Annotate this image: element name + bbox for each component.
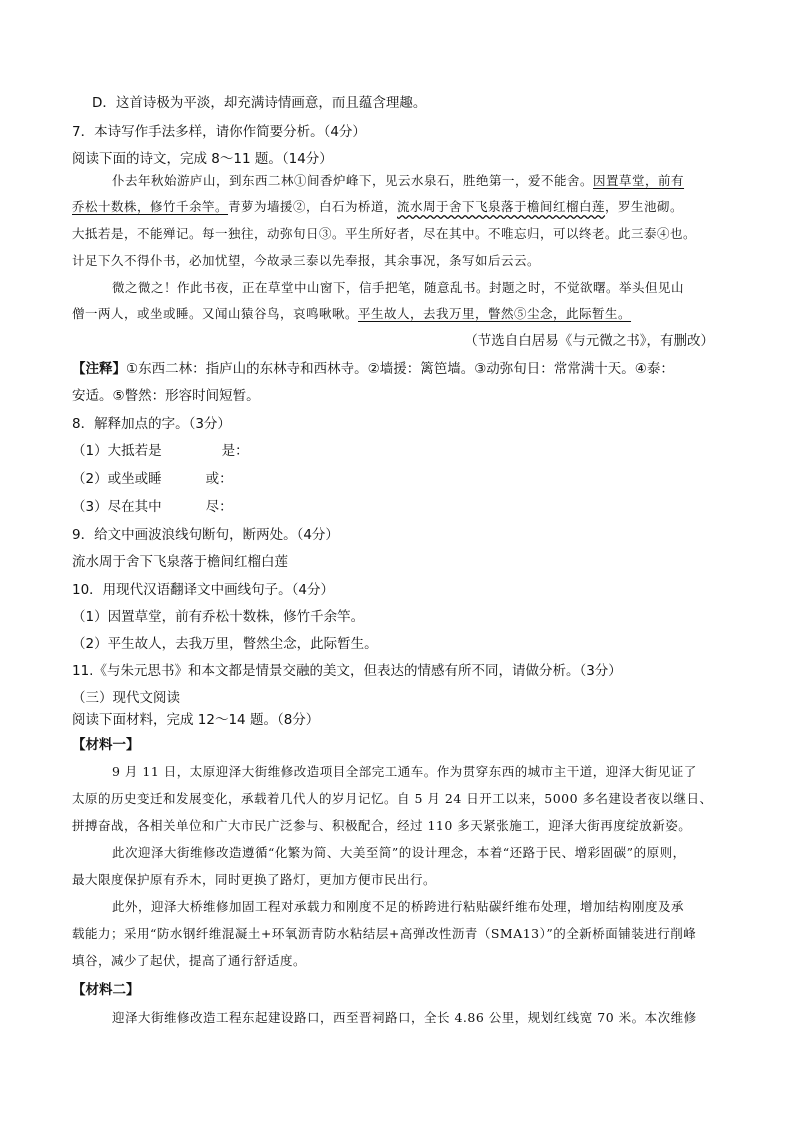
material-1-line: 载能力；采用“防水钢纤维混凝土+环氧沥青防水粘结层+高弹改性沥青（SMA13）”的全新桥面铺装进行削峰 — [72, 926, 697, 941]
question-9-sentence: 流水周于舍下飞泉落于檐间红榴白莲 — [72, 554, 288, 570]
material-1-line: 此次迎泽大街维修改造遵循“化繁为简、大美至简”的设计理念，本着“还路于民、增彩固碳”的原则， — [112, 845, 686, 860]
passage-text: 仆去年秋始游庐山，到东西二林①间香炉峰下，见云水泉石，胜绝第一，爱不能舍。 — [112, 173, 594, 188]
question-8: 8．解释加点的字。（3分） — [72, 416, 231, 432]
section-3-instruction: 阅读下面材料，完成 12～14 题。（8分） — [72, 712, 320, 728]
option-d: D．这首诗极为平淡，却充满诗情画意，而且蕴含理趣。 — [92, 95, 427, 111]
underlined-sentence-1: 因置草堂，前有 — [593, 173, 685, 188]
material-1-line: 拼搏奋战，各相关单位和广大市民广泛参与、积极配合，经过 110 多天紧张施工，迎泽大街再度绽放新姿。 — [72, 818, 692, 833]
question-8-item-3 — [72, 497, 233, 517]
passage-line-2 — [72, 197, 683, 217]
underlined-sentence-2: 平生故人，去我万里，瞥然⑤尘念，此际暂生。 — [358, 306, 632, 321]
section-3-heading: （三）现代文阅读 — [72, 690, 180, 706]
underlined-sentence-1-cont: 乔松十数株，修竹千余竿。 — [72, 199, 229, 214]
passage-text: 僧一两人，或坐或睡。又闻山猿谷鸟，哀鸣啾啾。 — [72, 306, 359, 321]
passage-source: （节选自白居易《与元微之书》，有删改） — [464, 333, 714, 349]
material-1-line: 太原的历史变迁和发展变化，承载着几代人的岁月记忆。自 5 月 24 日开工以来，5000 多名建设者夜以继日、 — [72, 791, 713, 806]
item-answer-label: 或： — [205, 471, 233, 487]
passage-line-1 — [112, 171, 684, 191]
material-1-line: 最大限度保护原有乔木，同时更换了路灯，更加方便市民出行。 — [72, 872, 437, 887]
question-9: 9．给文中画波浪线句断句，断两处。（4分） — [72, 527, 339, 543]
item-answer-label: 是： — [221, 443, 249, 459]
question-10-item-1: （1）因置草堂，前有乔松十数株，修竹千余竿。 — [72, 609, 365, 625]
material-2-heading: 【材料二】 — [72, 982, 140, 998]
wavy-underlined-sentence: 流水周于舍下飞泉落于檐间红榴白莲 — [397, 199, 606, 214]
material-1-line: 9 月 11 日，太原迎泽大街维修改造项目全部完工通车。作为贯穿东西的城市主干道，迎泽大街见证了 — [112, 764, 697, 779]
item-answer-label: 尽： — [205, 499, 233, 515]
passage-line-4: 计足下久不得仆书，必加忧望，今故录三泰以先奉报，其余事况，条写如后云云。 — [72, 253, 541, 268]
notes-line-1 — [72, 359, 674, 379]
question-8-item-1 — [72, 441, 249, 461]
material-1-heading: 【材料一】 — [72, 737, 140, 753]
material-2-line: 迎泽大街维修改造工程东起建设路口，西至晋祠路口，全长 4.86 公里，规划红线宽 70 米。本次维修 — [112, 1010, 697, 1025]
question-8-item-2 — [72, 469, 233, 489]
question-7: 7．本诗写作手法多样，请你作简要分析。（4分） — [72, 124, 366, 140]
notes-label: 【注释】 — [72, 361, 126, 377]
material-1-line: 此外，迎泽大桥维修加固工程对承载力和刚度不足的桥跨进行粘贴碳纤维布处理，增加结构刚度及承 — [112, 899, 685, 914]
question-11: 11.《与朱元思书》和本文都是情景交融的美文，但表达的情感有所不同，请做分析。（3分） — [72, 663, 622, 679]
item-text: （2）或坐或睡 — [72, 471, 162, 487]
question-10: 10．用现代汉语翻译文中画线句子。（4分） — [72, 582, 335, 598]
item-text: （3）尽在其中 — [72, 499, 162, 515]
passage-line-6 — [72, 304, 631, 324]
passage-text: ，罗生池砌。 — [605, 199, 684, 214]
passage-line-5: 微之微之！作此书夜，正在草堂中山窗下，信手把笔，随意乱书。封题之时，不觉欲曙。举头但见山 — [112, 280, 685, 295]
passage-line-3: 大抵若是，不能殚记。每一独往，动弥旬日③。平生所好者，尽在其中。不唯忘归，可以终老。此三泰④也。 — [72, 226, 697, 241]
reading-instruction: 阅读下面的诗文，完成 8～11 题。（14分） — [72, 151, 333, 167]
passage-text: 青萝为墙援②，白石为桥道， — [228, 199, 398, 214]
item-text: （1）大抵若是 — [72, 443, 162, 459]
question-10-item-2: （2）平生故人，去我万里，瞥然尘念，此际暂生。 — [72, 636, 378, 652]
notes-text: ①东西二林：指庐山的东林寺和西林寺。②墙援：篱笆墙。③动弥旬日：常常满十天。④泰： — [126, 361, 674, 377]
notes-line-2: 安适。⑤瞥然：形容时间短暂。 — [72, 388, 260, 404]
material-1-line: 填谷，减少了起伏，提高了通行舒适度。 — [72, 953, 307, 968]
